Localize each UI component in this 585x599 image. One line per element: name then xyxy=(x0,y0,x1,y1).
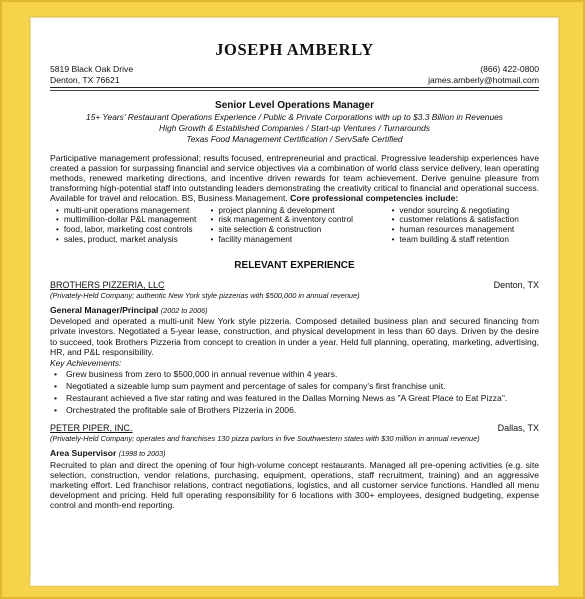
competency-item: • project planning & development xyxy=(211,206,380,216)
address-line-1: 5819 Black Oak Drive xyxy=(50,64,134,74)
competency-item: • vendor sourcing & negotiating xyxy=(392,206,522,216)
competencies-list xyxy=(50,206,539,245)
summary-text: Participative management professional; results focused, entrepreneurial and practical. Progressive leadership experiences have created a passion for surpassing financial and service objectives via a combination of world class service delivery, lean operating methods, renewed marketing directions, and incentive driven rewards for team achievement. Derive genuine pleasure from transforming high-potential staff into outstanding leaders demonstrating the creativity critical to financial and operational success. Available for travel and relocation. BS, Business Management. xyxy=(50,152,540,204)
competency-item: • sales, product, market analysis xyxy=(56,235,211,245)
competency-item: • customer relations & satisfaction xyxy=(392,215,522,225)
page-bottom-fade xyxy=(30,572,559,586)
contact-block xyxy=(50,64,539,85)
job-1-description: (Privately-Held Company; authentic New York style pizzerias with $500,000 in annual revenue) xyxy=(50,290,360,300)
job-1-header xyxy=(50,280,539,291)
job-1-achievements xyxy=(50,369,539,416)
subtitle-line-2: High Growth & Established Companies / Start-up Ventures / Turnarounds xyxy=(159,122,430,133)
address-block xyxy=(50,64,133,85)
competency-item: • risk management & inventory control xyxy=(211,215,380,225)
candidate-name: JOSEPH AMBERLY xyxy=(215,40,374,59)
competencies-intro: Core professional competencies include: xyxy=(290,193,459,204)
competency-item: • facility management xyxy=(211,235,380,245)
header-divider-secondary xyxy=(50,90,539,91)
job-1-dates: (2002 to 2006) xyxy=(160,305,208,315)
profile-summary xyxy=(50,153,539,204)
job-2-summary: Recruited to plan and direct the opening of four high-volume concept restaurants. Managed all pre-opening activities (e.g. site selection, construction, vendor relations, purchasing, equipment, operations, staff recruitment, training) and an aggressive marketing effort. Led franchisor relations, contract negotiations, logistics, and all customer service functions. Handled all menu development and pricing. Held full operating responsibility for 6 locations with 300+ employees, designed budgeting, expense control and month-end reporting. xyxy=(50,459,539,511)
competency-item: • multi-unit operations management xyxy=(56,206,211,216)
achievement-item: • Grew business from zero to $500,000 in annual revenue within 4 years. xyxy=(54,369,539,380)
competency-column-3 xyxy=(392,206,522,245)
competency-item: • human resources management xyxy=(392,225,522,235)
experience-heading: RELEVANT EXPERIENCE xyxy=(234,259,355,271)
job-2-dates: (1998 to 2003) xyxy=(118,449,166,459)
job-2-location: Dallas, TX xyxy=(497,423,539,434)
subtitle-line-3: Texas Food Management Certification / ServSafe Certified xyxy=(186,133,403,144)
phone-number: (866) 422-0800 xyxy=(480,64,539,74)
phone-email-block xyxy=(428,64,539,85)
competency-column-2 xyxy=(211,206,380,245)
job-2-description: (Privately-Held Company; operates and franchises 130 pizza parlors in five Southwestern states with $30 million in annual revenue) xyxy=(50,434,480,444)
job-1-company: BROTHERS PIZZERIA, LLC xyxy=(50,279,165,290)
achievement-item: • Negotiated a sizeable lump sum payment and percentage of sales for company's first franchise unit. xyxy=(54,381,539,392)
job-2-company: PETER PIPER, INC. xyxy=(50,423,133,434)
competency-item: • site selection & construction xyxy=(211,225,380,235)
achievement-item: • Orchestrated the profitable sale of Brothers Pizzeria in 2006. xyxy=(54,405,539,416)
job-1-summary: Developed and operated a multi-unit New York style pizzeria. Composed detailed business plan and secured financing from private investors. Negotiated a 5-year lease, construction, and physical development in less than 60 days. Driven by the desire to succeed, took Brothers Pizzeria from concept to creation in under a year. Held full planning, operating, marketing, advertising, HR, and P&L responsibility. xyxy=(50,316,539,357)
competency-item: • multimillion-dollar P&L management xyxy=(56,215,211,225)
achievement-item: • Restaurant achieved a five star rating and was featured in the Dallas Morning News as "A Great Place to Eat Pizza". xyxy=(54,393,539,404)
job-2-role xyxy=(50,448,539,460)
job-1-role-title: General Manager/Principal xyxy=(50,304,159,315)
email-address: james.amberly@hotmail.com xyxy=(428,74,539,85)
competency-item: • team building & staff retention xyxy=(392,235,522,245)
subtitle-line-1: 15+ Years' Restaurant Operations Experience / Public & Private Corporations with up to $3.3 Billion in Revenues xyxy=(86,111,503,122)
competency-item: • food, labor, marketing cost controls xyxy=(56,225,211,235)
resume-title: Senior Level Operations Manager xyxy=(215,99,374,111)
job-1-role xyxy=(50,305,539,317)
header-divider xyxy=(50,87,539,88)
job-1-location: Denton, TX xyxy=(493,279,539,290)
job-2-header xyxy=(50,423,539,434)
resume-page xyxy=(29,16,560,587)
competency-column-1 xyxy=(56,206,211,245)
job-1-achievements-label: Key Achievements: xyxy=(50,358,122,369)
address-line-2: Denton, TX 76621 xyxy=(50,74,120,85)
job-2-role-title: Area Supervisor xyxy=(50,448,117,459)
